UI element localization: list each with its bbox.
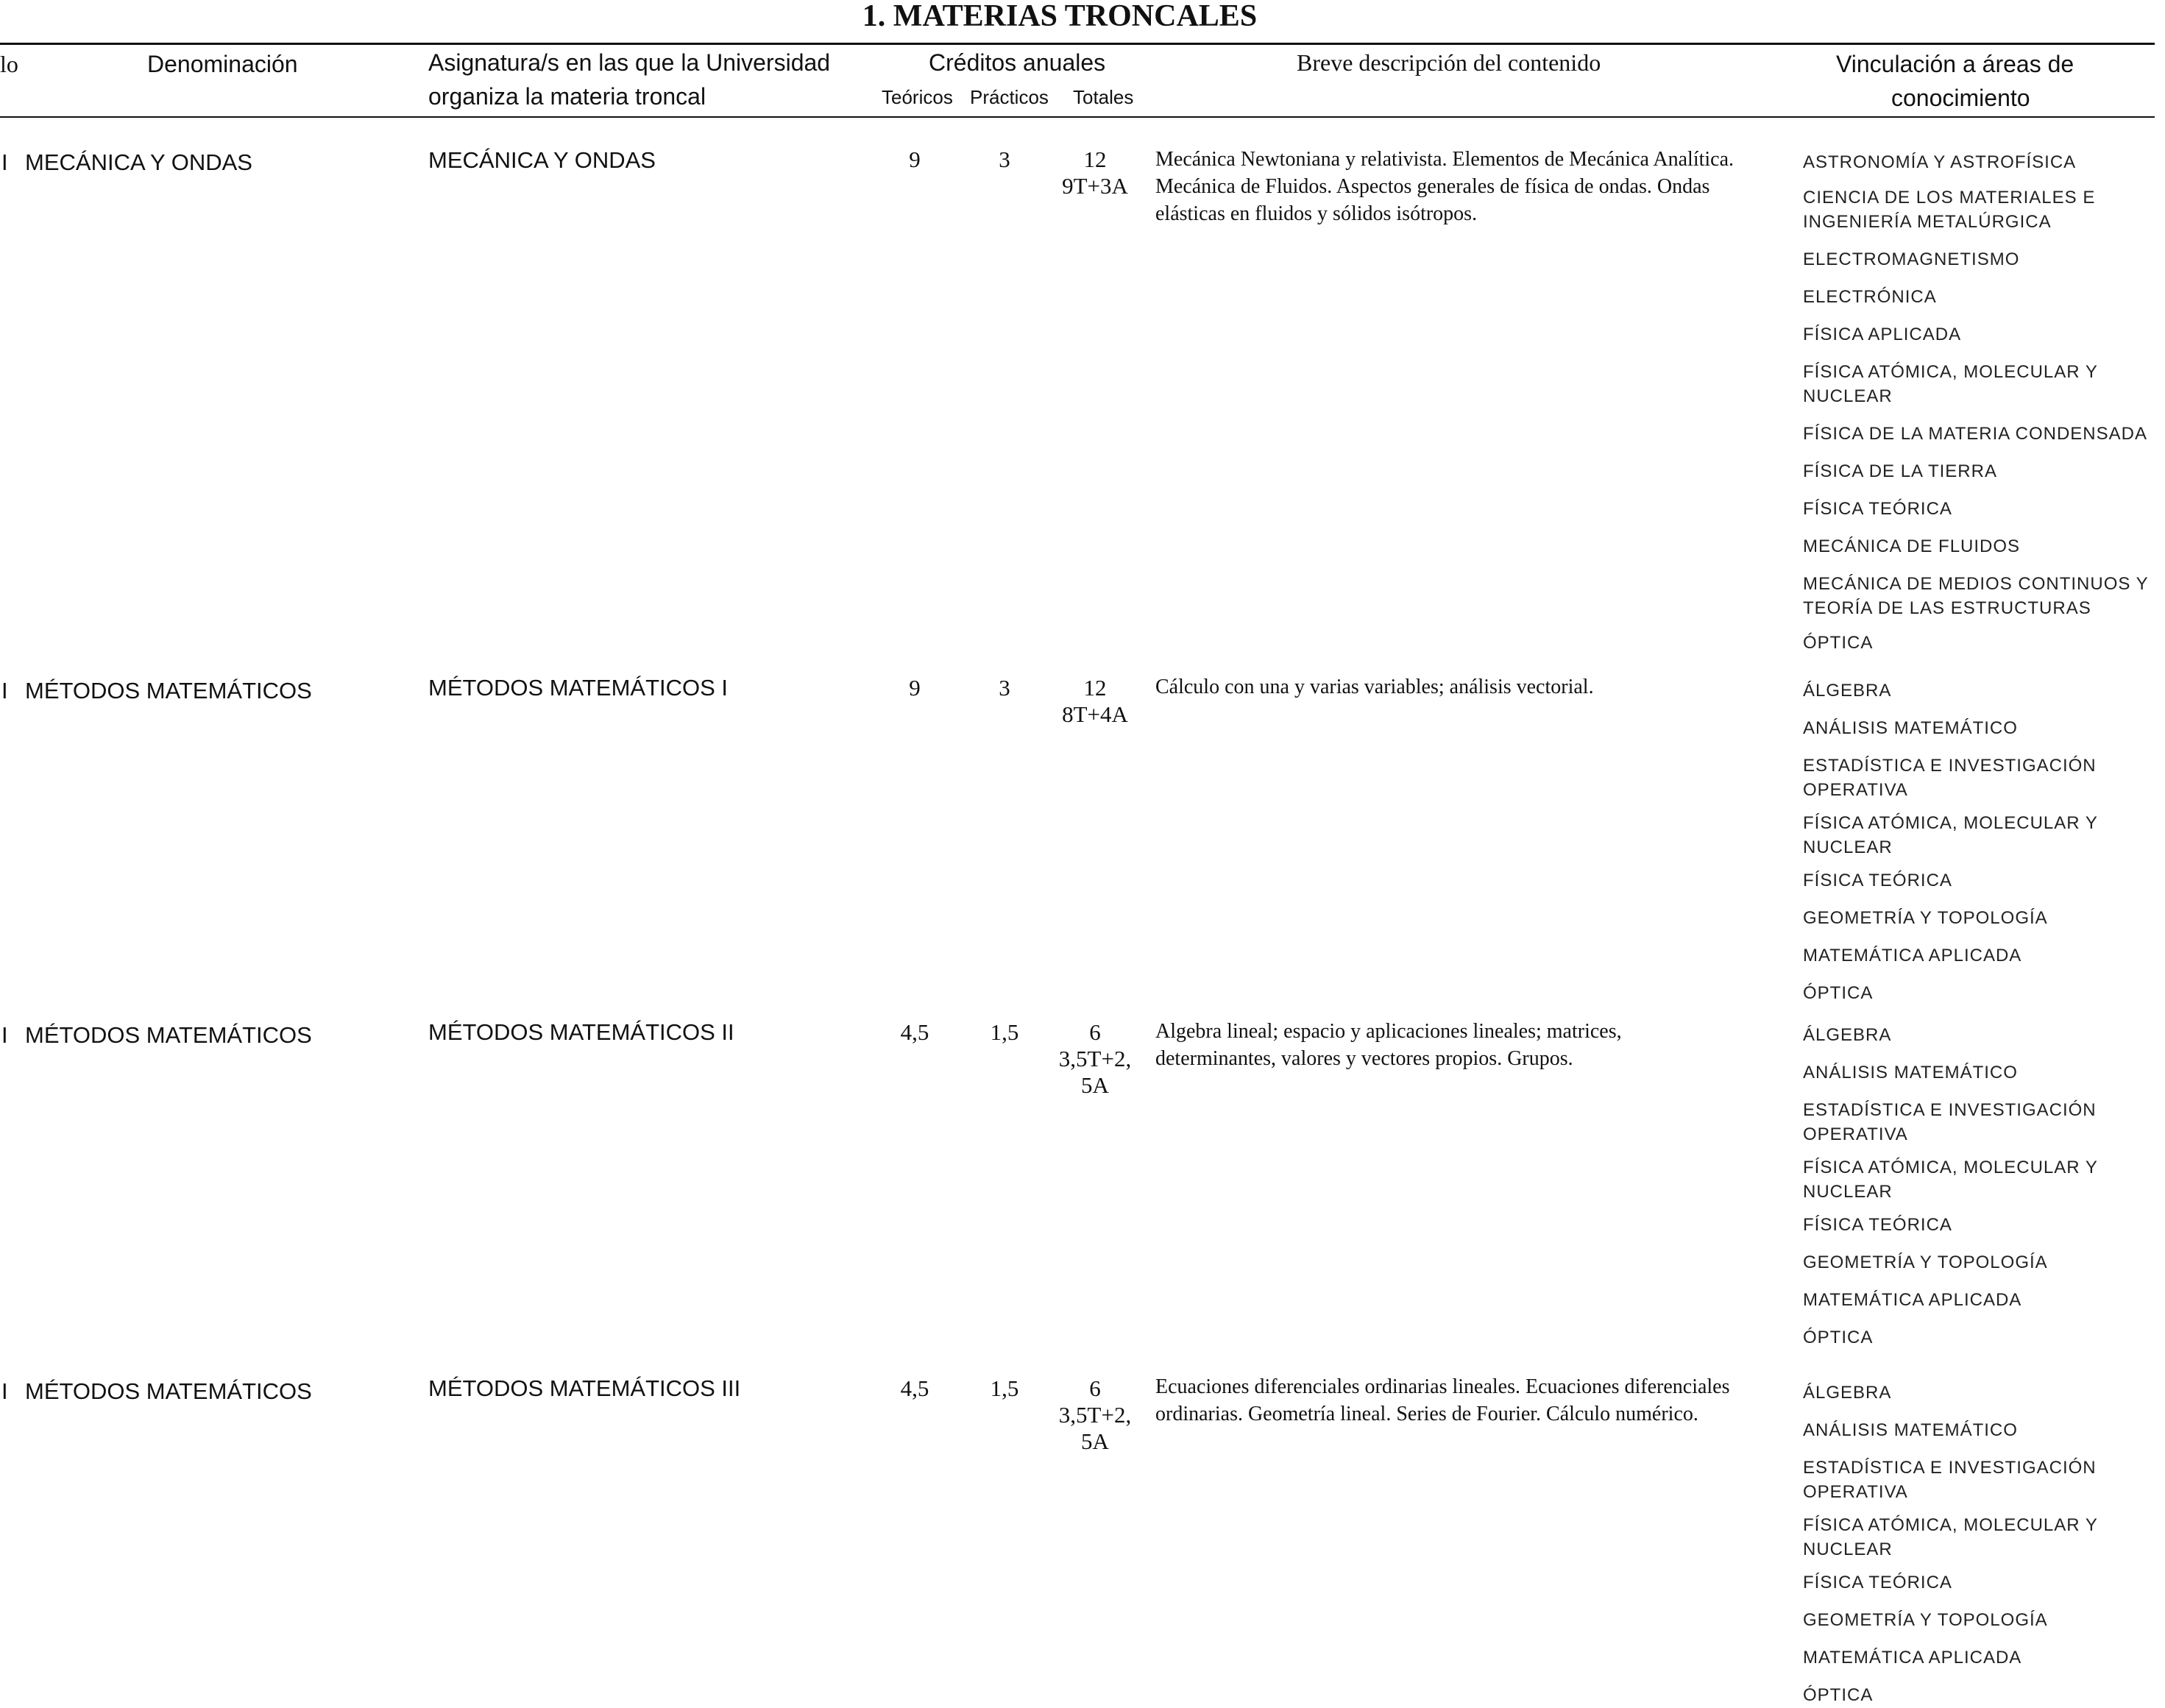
area-item: ÓPTICA (1803, 1328, 1874, 1347)
row-totales-split-2: 5A (1081, 1072, 1109, 1098)
row-practicos: 1,5 (990, 1019, 1019, 1045)
header-practicos: Prácticos (970, 86, 1049, 108)
area-item: GEOMETRÍA Y TOPOLOGÍA (1803, 1252, 2048, 1272)
area-item: FÍSICA TEÓRICA (1803, 499, 1952, 519)
area-item: MATEMÁTICA APLICADA (1803, 1648, 2022, 1668)
row-denominacion: MÉTODOS MATEMÁTICOS (25, 678, 312, 704)
row-totales: 12 (1083, 146, 1107, 172)
area-item: CIENCIA DE LOS MATERIALES E INGENIERÍA METALÚRGICA (1803, 188, 2096, 232)
area-item: GEOMETRÍA Y TOPOLOGÍA (1803, 1610, 2048, 1630)
area-item: FÍSICA TEÓRICA (1803, 871, 1952, 890)
header-ciclo: lo (0, 51, 18, 77)
header-vinculacion-line2: conocimiento (1891, 85, 2030, 111)
area-item: FÍSICA APLICADA (1803, 325, 1962, 344)
header-asignatura-line2: organiza la materia troncal (428, 83, 706, 110)
area-item: GEOMETRÍA Y TOPOLOGÍA (1803, 908, 2048, 928)
row-totales-split-2: 5A (1081, 1428, 1109, 1454)
area-item: FÍSICA ATÓMICA, MOLECULAR Y NUCLEAR (1803, 1158, 2098, 1202)
row-teoricos: 4,5 (900, 1375, 929, 1401)
area-item: FÍSICA ATÓMICA, MOLECULAR Y NUCLEAR (1803, 1515, 2098, 1559)
row-ciclo: I (1, 1378, 8, 1404)
area-item: MECÁNICA DE MEDIOS CONTINUOS Y TEORÍA DE LAS ESTRUCTURAS (1803, 574, 2149, 618)
area-list (1803, 1023, 2149, 1355)
area-item: FÍSICA DE LA TIERRA (1803, 461, 1997, 481)
area-item: ESTADÍSTICA E INVESTIGACIÓN OPERATIVA (1803, 756, 2097, 800)
area-item: FÍSICA ATÓMICA, MOLECULAR Y NUCLEAR (1803, 813, 2098, 857)
row-practicos: 3 (999, 146, 1010, 172)
area-item: ÁLGEBRA (1803, 1383, 1892, 1403)
area-item: ÓPTICA (1803, 633, 1874, 653)
area-item: FÍSICA TEÓRICA (1803, 1573, 1952, 1592)
area-item: ESTADÍSTICA E INVESTIGACIÓN OPERATIVA (1803, 1458, 2097, 1502)
row-asignatura: MECÁNICA Y ONDAS (428, 147, 656, 173)
area-item: ANÁLISIS MATEMÁTICO (1803, 718, 2018, 738)
row-totales: 6 (1089, 1019, 1101, 1045)
row-teoricos: 4,5 (900, 1019, 929, 1045)
row-ciclo: I (1, 149, 8, 175)
area-item: MECÁNICA DE FLUIDOS (1803, 536, 2021, 556)
area-list (1803, 678, 2149, 1010)
row-totales-split: 3,5T+2, (1058, 1046, 1132, 1071)
row-practicos: 1,5 (990, 1375, 1019, 1401)
area-item: FÍSICA ATÓMICA, MOLECULAR Y NUCLEAR (1803, 362, 2098, 406)
area-item: ELECTRÓNICA (1803, 287, 1937, 307)
area-item: ÁLGEBRA (1803, 1025, 1892, 1045)
area-item: ELECTROMAGNETISMO (1803, 249, 2020, 269)
row-descripcion: Cálculo con una y varias variables; análisis vectorial. (1155, 676, 1594, 698)
area-list (1803, 150, 2149, 660)
header-denominacion: Denominación (147, 51, 298, 77)
header-teoricos: Teóricos (882, 86, 953, 108)
header-creditos: Créditos anuales (929, 49, 1106, 76)
area-item: ÓPTICA (1803, 1685, 1874, 1705)
row-totales-split: 8T+4A (1062, 701, 1128, 727)
area-item: FÍSICA TEÓRICA (1803, 1215, 1952, 1235)
area-item: ANÁLISIS MATEMÁTICO (1803, 1063, 2018, 1082)
area-item: ANÁLISIS MATEMÁTICO (1803, 1420, 2018, 1440)
area-item: ÁLGEBRA (1803, 681, 1892, 701)
area-item: FÍSICA DE LA MATERIA CONDENSADA (1803, 424, 2147, 444)
row-ciclo: I (1, 1022, 8, 1048)
row-totales-split: 3,5T+2, (1058, 1402, 1132, 1428)
row-denominacion: MÉTODOS MATEMÁTICOS (25, 1022, 312, 1048)
row-asignatura: MÉTODOS MATEMÁTICOS III (428, 1375, 741, 1401)
row-asignatura: MÉTODOS MATEMÁTICOS II (428, 1019, 734, 1045)
row-teoricos: 9 (909, 675, 921, 701)
header-asignatura-line1: Asignatura/s en las que la Universidad (428, 49, 831, 76)
row-denominacion: MECÁNICA Y ONDAS (25, 149, 252, 175)
header-totales: Totales (1073, 86, 1134, 108)
area-list (1803, 1381, 2149, 1708)
row-ciclo: I (1, 678, 8, 704)
header-vinculacion-line1: Vinculación a áreas de (1836, 51, 2074, 77)
row-totales-split: 9T+3A (1062, 173, 1128, 199)
area-item: MATEMÁTICA APLICADA (1803, 946, 2022, 965)
header-bottom-rule (0, 116, 2155, 118)
header-descripcion: Breve descripción del contenido (1297, 49, 1601, 76)
row-teoricos: 9 (909, 146, 921, 172)
page-title: 1. MATERIAS TRONCALES (862, 0, 1258, 33)
area-item: MATEMÁTICA APLICADA (1803, 1290, 2022, 1310)
area-item: ESTADÍSTICA E INVESTIGACIÓN OPERATIVA (1803, 1100, 2097, 1144)
header-top-rule (0, 43, 2155, 45)
row-descripcion: Ecuaciones diferenciales ordinarias lineales. Ecuaciones diferenciales ordinarias. Geometría lineal. Series de Fourier. Cálculo numérico. (1155, 1375, 1730, 1425)
row-totales: 12 (1083, 675, 1107, 701)
row-descripcion: Mecánica Newtoniana y relativista. Elementos de Mecánica Analítica. Mecánica de Fluidos. Aspectos generales de física de ondas. Ondas elásticas en fluidos y sólidos isótropos. (1155, 148, 1735, 225)
area-item: ASTRONOMÍA Y ASTROFÍSICA (1803, 152, 2077, 172)
row-denominacion: MÉTODOS MATEMÁTICOS (25, 1378, 312, 1404)
row-totales: 6 (1089, 1375, 1101, 1401)
row-practicos: 3 (999, 675, 1010, 701)
row-asignatura: MÉTODOS MATEMÁTICOS I (428, 675, 729, 701)
row-descripcion: Algebra lineal; espacio y aplicaciones lineales; matrices, determinantes, valores y vectores propios. Grupos. (1155, 1020, 1622, 1070)
area-item: ÓPTICA (1803, 983, 1874, 1003)
